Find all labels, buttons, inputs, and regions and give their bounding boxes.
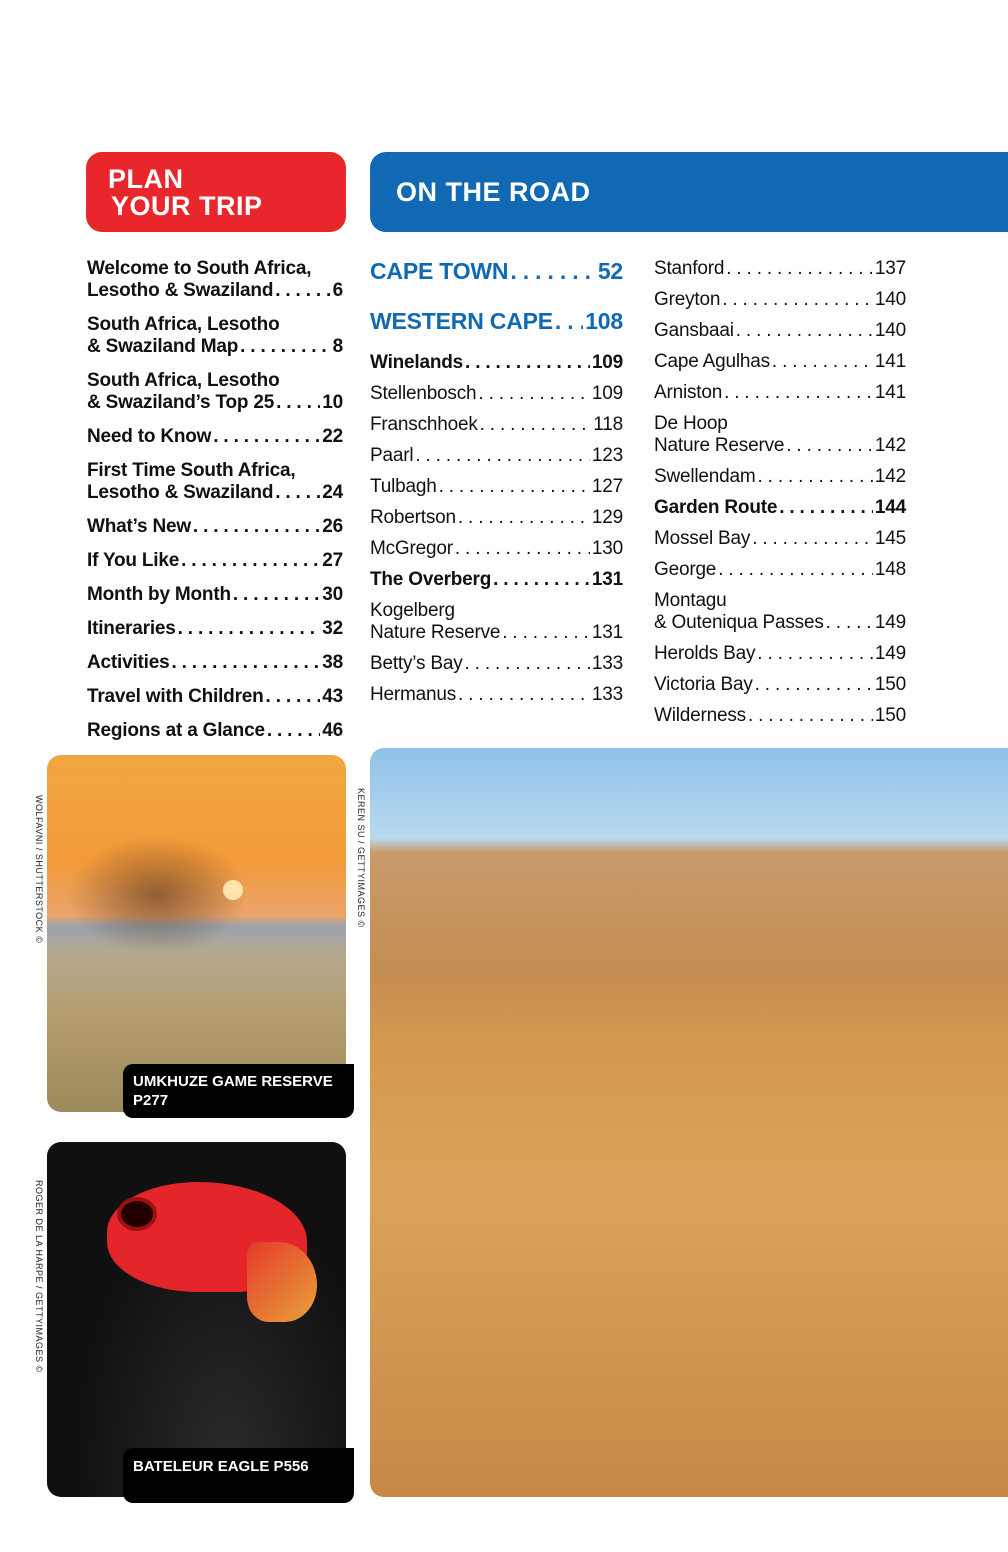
- leader-dots: [415, 445, 590, 467]
- toc-entry-title: & Outeniqua Passes: [654, 612, 824, 633]
- toc-entry[interactable]: [370, 414, 623, 436]
- leader-dots: [213, 426, 320, 448]
- toc-page-number: 131: [591, 622, 623, 643]
- toc-page-number: 133: [591, 653, 623, 674]
- toc-entry[interactable]: [654, 590, 906, 634]
- toc-entry-title: Stellenbosch: [370, 383, 477, 404]
- toc-page-number: 30: [322, 584, 343, 605]
- toc-page-number: 141: [874, 382, 906, 403]
- toc-entry-title: Tulbagh: [370, 476, 437, 497]
- toc-entry[interactable]: [370, 600, 623, 644]
- toc-entry-title-line1: First Time South Africa,: [87, 460, 296, 481]
- leader-dots: [786, 435, 873, 457]
- toc-entry[interactable]: [370, 569, 623, 591]
- on-the-road-header: ON THE ROAD: [370, 152, 1008, 232]
- toc-entry-title: Lesotho & Swaziland: [87, 280, 274, 301]
- road-toc-column-2: [654, 258, 906, 736]
- toc-entry[interactable]: [370, 538, 623, 560]
- toc-page-number: 131: [591, 569, 623, 590]
- toc-entry-title: Robertson: [370, 507, 456, 528]
- toc-entry[interactable]: [87, 686, 343, 708]
- toc-page-number: 150: [874, 705, 906, 726]
- toc-entry[interactable]: [87, 370, 343, 414]
- toc-page-number: 38: [322, 652, 343, 673]
- toc-page-number: 133: [591, 684, 623, 705]
- leader-dots: [493, 569, 590, 591]
- leader-dots: [752, 528, 873, 550]
- toc-page-number: 52: [597, 258, 623, 284]
- toc-page-number: 10: [322, 392, 343, 413]
- toc-entry[interactable]: [87, 618, 343, 640]
- leader-dots: [726, 258, 873, 280]
- leader-dots: [465, 352, 590, 374]
- toc-entry-title-line1: Montagu: [654, 590, 727, 611]
- toc-entry-title: Stanford: [654, 258, 725, 279]
- leader-dots: [555, 310, 583, 332]
- toc-entry[interactable]: [370, 260, 623, 282]
- toc-entry-title: Regions at a Glance: [87, 720, 265, 741]
- toc-page-number: 108: [585, 308, 623, 334]
- plan-toc: [87, 258, 343, 754]
- toc-entry[interactable]: [87, 460, 343, 504]
- photo-credit: KEREN SU / GETTYIMAGES ©: [356, 788, 366, 928]
- toc-page-number: 148: [874, 559, 906, 580]
- toc-entry-title: Garden Route: [654, 497, 778, 518]
- leader-dots: [465, 653, 590, 675]
- toc-entry[interactable]: [370, 653, 623, 675]
- leader-dots: [275, 482, 320, 504]
- toc-entry[interactable]: [654, 643, 906, 665]
- leader-dots: [266, 686, 321, 708]
- toc-entry[interactable]: [87, 314, 343, 358]
- leader-dots: [439, 476, 590, 498]
- toc-entry-title: Paarl: [370, 445, 414, 466]
- toc-entry-title: Greyton: [654, 289, 721, 310]
- toc-entry-title: Activities: [87, 652, 170, 673]
- toc-entry-title-line1: De Hoop: [654, 413, 728, 434]
- toc-page-number: 149: [874, 612, 906, 633]
- toc-page-number: 27: [322, 550, 343, 571]
- leader-dots: [455, 538, 590, 560]
- toc-entry[interactable]: [654, 258, 906, 280]
- toc-entry[interactable]: [654, 559, 906, 581]
- toc-entry-title: Wilderness: [654, 705, 746, 726]
- toc-entry-title: Month by Month: [87, 584, 231, 605]
- toc-entry[interactable]: [370, 445, 623, 467]
- toc-entry[interactable]: [654, 382, 906, 404]
- leader-dots: [758, 466, 873, 488]
- toc-entry[interactable]: [654, 351, 906, 373]
- toc-entry-title: Need to Know: [87, 426, 212, 447]
- leader-dots: [233, 584, 320, 606]
- toc-page-number: 145: [874, 528, 906, 549]
- toc-entry-title: Mossel Bay: [654, 528, 751, 549]
- leader-dots: [458, 684, 590, 706]
- leader-dots: [276, 392, 320, 414]
- toc-entry[interactable]: [654, 413, 906, 457]
- toc-page-number: 130: [591, 538, 623, 559]
- caption-page: P277: [133, 1092, 169, 1109]
- leader-dots: [267, 720, 320, 742]
- leader-dots: [772, 351, 873, 373]
- toc-entry[interactable]: [87, 720, 343, 742]
- leader-dots: [755, 674, 873, 696]
- eagle-caption: BATELEUR EAGLE P556: [123, 1448, 354, 1503]
- toc-entry-title: McGregor: [370, 538, 453, 559]
- toc-entry-title: WESTERN CAPE: [370, 308, 553, 334]
- toc-page-number: 144: [874, 497, 906, 518]
- toc-entry[interactable]: [87, 426, 343, 448]
- toc-entry[interactable]: [654, 528, 906, 550]
- toc-entry-title: Nature Reserve: [654, 435, 785, 456]
- toc-entry-title: Gansbaai: [654, 320, 734, 341]
- leader-dots: [757, 643, 873, 665]
- toc-page-number: 46: [322, 720, 343, 741]
- toc-entry[interactable]: [654, 320, 906, 342]
- leader-dots: [826, 612, 873, 634]
- tree-silhouette: [67, 835, 247, 955]
- toc-page-number: 129: [591, 507, 623, 528]
- toc-entry-title: The Overberg: [370, 569, 492, 590]
- toc-page-number: 24: [322, 482, 343, 503]
- toc-entry[interactable]: [370, 507, 623, 529]
- toc-page-number: 109: [591, 352, 623, 373]
- toc-entry[interactable]: [654, 674, 906, 696]
- toc-entry-title: Itineraries: [87, 618, 176, 639]
- toc-entry[interactable]: [370, 476, 623, 498]
- toc-page-number: 6: [332, 280, 343, 301]
- leader-dots: [502, 622, 590, 644]
- toc-entry[interactable]: [87, 652, 343, 674]
- leader-dots: [736, 320, 873, 342]
- toc-page-number: 32: [322, 618, 343, 639]
- toc-entry[interactable]: [87, 258, 343, 302]
- toc-page-number: 140: [874, 320, 906, 341]
- toc-entry-title-line1: Welcome to South Africa,: [87, 258, 312, 279]
- umkhuze-caption: [123, 1064, 354, 1118]
- photo-credit: WOLFAVNI / SHUTTERSTOCK ©: [34, 795, 44, 944]
- caption-title: UMKHUZE GAME RESERVE: [133, 1073, 333, 1090]
- leader-dots: [171, 652, 320, 674]
- leader-dots: [178, 618, 321, 640]
- toc-entry[interactable]: [654, 289, 906, 311]
- leader-dots: [480, 414, 592, 436]
- toc-entry[interactable]: [87, 584, 343, 606]
- toc-entry-title: Winelands: [370, 352, 464, 373]
- toc-page-number: 43: [322, 686, 343, 707]
- leader-dots: [510, 260, 595, 282]
- springbok-photo: [370, 748, 1008, 1497]
- toc-page-number: 141: [874, 351, 906, 372]
- toc-entry-title: Victoria Bay: [654, 674, 753, 695]
- toc-entry-title-line1: Kogelberg: [370, 600, 455, 621]
- toc-entry-title-line1: South Africa, Lesotho: [87, 370, 280, 391]
- toc-entry[interactable]: [370, 352, 623, 374]
- toc-entry[interactable]: [87, 516, 343, 538]
- toc-page-number: 123: [591, 445, 623, 466]
- plan-header-line1: PLAN: [108, 164, 184, 194]
- toc-entry[interactable]: [370, 383, 623, 405]
- toc-page-number: 26: [322, 516, 343, 537]
- leader-dots: [718, 559, 873, 581]
- toc-entry[interactable]: [654, 705, 906, 727]
- toc-entry-title: Swellendam: [654, 466, 756, 487]
- plan-header-line2: YOUR TRIP: [111, 191, 263, 221]
- toc-entry-title: & Swaziland’s Top 25: [87, 392, 275, 413]
- toc-page-number: 137: [874, 258, 906, 279]
- toc-entry-title: Arniston: [654, 382, 723, 403]
- toc-entry-title: Lesotho & Swaziland: [87, 482, 274, 503]
- toc-entry-title: Franschhoek: [370, 414, 478, 435]
- eagle-eye: [117, 1197, 157, 1231]
- toc-entry[interactable]: [87, 550, 343, 572]
- leader-dots: [240, 336, 330, 358]
- toc-entry-title: CAPE TOWN: [370, 258, 509, 284]
- road-toc-column-1: [370, 258, 623, 715]
- photo-credit: ROGER DE LA HARPE / GETTYIMAGES ©: [34, 1180, 44, 1373]
- toc-page-number: 142: [874, 435, 906, 456]
- eagle-photo: [47, 1142, 346, 1497]
- toc-entry[interactable]: [654, 497, 906, 519]
- plan-your-trip-header: [86, 152, 346, 232]
- toc-entry-title: George: [654, 559, 717, 580]
- umkhuze-photo: [47, 755, 346, 1112]
- toc-entry-title: If You Like: [87, 550, 180, 571]
- leader-dots: [748, 705, 873, 727]
- leader-dots: [779, 497, 873, 519]
- toc-entry[interactable]: [654, 466, 906, 488]
- leader-dots: [193, 516, 320, 538]
- leader-dots: [275, 280, 330, 302]
- leader-dots: [724, 382, 873, 404]
- toc-entry-title: Herolds Bay: [654, 643, 756, 664]
- toc-entry-title: & Swaziland Map: [87, 336, 239, 357]
- toc-entry-title: Nature Reserve: [370, 622, 501, 643]
- toc-page-number: 150: [874, 674, 906, 695]
- leader-dots: [181, 550, 320, 572]
- toc-entry-title-line1: South Africa, Lesotho: [87, 314, 280, 335]
- toc-page-number: 109: [591, 383, 623, 404]
- toc-page-number: 140: [874, 289, 906, 310]
- leader-dots: [478, 383, 589, 405]
- toc-page-number: 8: [332, 336, 343, 357]
- toc-page-number: 149: [874, 643, 906, 664]
- toc-entry-title: Hermanus: [370, 684, 457, 705]
- toc-entry-title: Betty’s Bay: [370, 653, 463, 674]
- toc-entry-title: What’s New: [87, 516, 191, 537]
- sun: [223, 880, 243, 900]
- toc-entry-title: Travel with Children: [87, 686, 264, 707]
- toc-entry[interactable]: [370, 310, 623, 332]
- toc-page-number: 127: [591, 476, 623, 497]
- leader-dots: [458, 507, 590, 529]
- toc-entry-title: Cape Agulhas: [654, 351, 770, 372]
- leader-dots: [722, 289, 873, 311]
- toc-page-number: 118: [593, 414, 623, 435]
- toc-page-number: 142: [874, 466, 906, 487]
- toc-page-number: 22: [322, 426, 343, 447]
- toc-entry[interactable]: [370, 684, 623, 706]
